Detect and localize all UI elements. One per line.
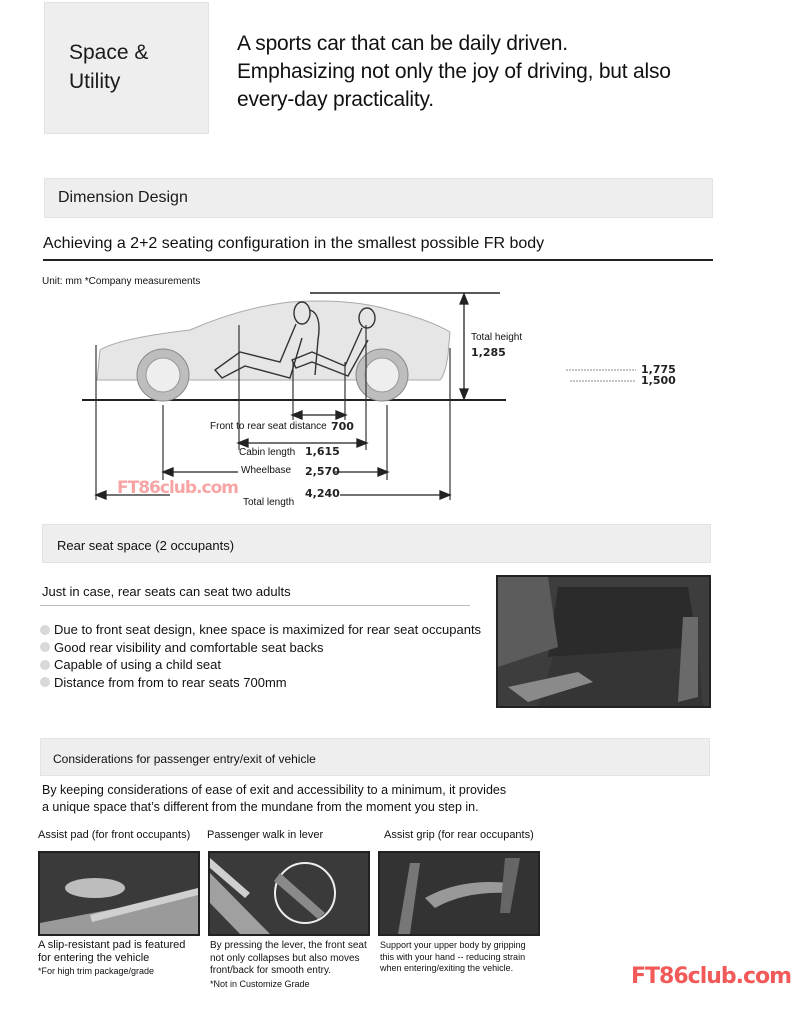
cabin-width-value: 1,500 [641, 374, 676, 387]
assist-pad-caption: A slip-resistant pad is featured for entering the vehicle *For high trim package/grade [38, 939, 186, 976]
front-rear-seat-value: 700 [331, 420, 354, 433]
cabin-length-label: Cabin length [239, 447, 296, 458]
entry-exit-title: Considerations for passenger entry/exit of vehicle [53, 752, 316, 766]
bullet-icon [40, 677, 50, 687]
feature-title-walk-in-lever: Passenger walk in lever [207, 829, 324, 841]
heading-rule [43, 259, 713, 261]
rear-seat-bullets [40, 621, 481, 691]
feature-title-assist-pad: Assist pad (for front occupants) [38, 829, 191, 841]
assist-pad-note: *For high trim package/grade [38, 966, 155, 976]
assist-grip-image-icon [380, 853, 538, 934]
unit-note: Unit: mm *Company measurements [42, 276, 201, 287]
rear-seat-title: Rear seat space (2 occupants) [57, 538, 235, 553]
assist-grip-photo [378, 851, 540, 936]
walk-in-lever-note: *Not in Customize Grade [210, 978, 310, 989]
watermark-footer: FT86club.com [631, 964, 792, 989]
tagline-line: Emphasizing not only the joy of driving, but also [237, 60, 671, 83]
intro-line: a unique space that’s different from the mundane from the moment you step in. [42, 800, 479, 814]
feature-title-assist-grip: Assist grip (for rear occupants) [384, 829, 534, 841]
bullet-item: Distance from from to rear seats 700mm [40, 674, 481, 692]
bullet-item: Due to front seat design, knee space is maximized for rear seat occupants [40, 621, 481, 639]
walk-in-lever-image-icon [210, 853, 368, 934]
bullet-icon [40, 625, 50, 635]
entry-exit-intro [42, 782, 506, 816]
bullet-item: Capable of using a child seat [40, 656, 481, 674]
dimension-design-title: Dimension Design [58, 189, 188, 206]
rear-seat-heading: Just in case, rear seats can seat two adults [42, 584, 291, 599]
rear-seat-photo [496, 575, 711, 708]
car-silhouette-icon [97, 301, 450, 401]
tagline-line: every-day practicality. [237, 88, 434, 111]
tagline-line: A sports car that can be daily driven. [237, 32, 568, 55]
section-label-line2: Utility [69, 70, 121, 93]
section-label-line1: Space & [69, 41, 149, 64]
total-height-value: 1,285 [471, 346, 506, 359]
bullet-icon [40, 660, 50, 670]
assist-pad-image-icon [40, 853, 198, 934]
bullet-icon [40, 642, 50, 652]
bullet-item: Good rear visibility and comfortable seat backs [40, 639, 481, 657]
tagline [237, 30, 671, 114]
assist-pad-photo [38, 851, 200, 936]
wheelbase-label: Wheelbase [241, 465, 292, 476]
total-length-label: Total length [243, 497, 295, 508]
width-leaders [566, 370, 636, 381]
rear-seat-rule [40, 605, 470, 606]
walk-in-lever-photo [208, 851, 370, 936]
intro-line: By keeping considerations of ease of exit and accessibility to a minimum, it provides [42, 783, 507, 797]
walk-in-lever-caption: By pressing the lever, the front seat not only collapses but also moves front/back for smooth entry. *Not in Customize Grade [210, 940, 367, 989]
total-length-value: 4,240 [305, 487, 340, 500]
total-height-label: Total height [471, 332, 523, 343]
front-rear-seat-label: Front to rear seat distance [210, 421, 327, 432]
rear-seat-image-icon [498, 577, 709, 706]
cabin-length-value: 1,615 [305, 445, 340, 458]
section-label [69, 38, 148, 96]
wheelbase-value: 2,570 [305, 465, 340, 478]
dimension-heading: Achieving a 2+2 seating configuration in the smallest possible FR body [43, 235, 545, 252]
watermark-diagram: FT86club.com [117, 478, 238, 498]
total-width-value: 1,775 [641, 363, 676, 376]
assist-grip-caption: Support your upper body by gripping this with your hand -- reducing strain when entering/exiting the vehicle. [380, 940, 526, 973]
